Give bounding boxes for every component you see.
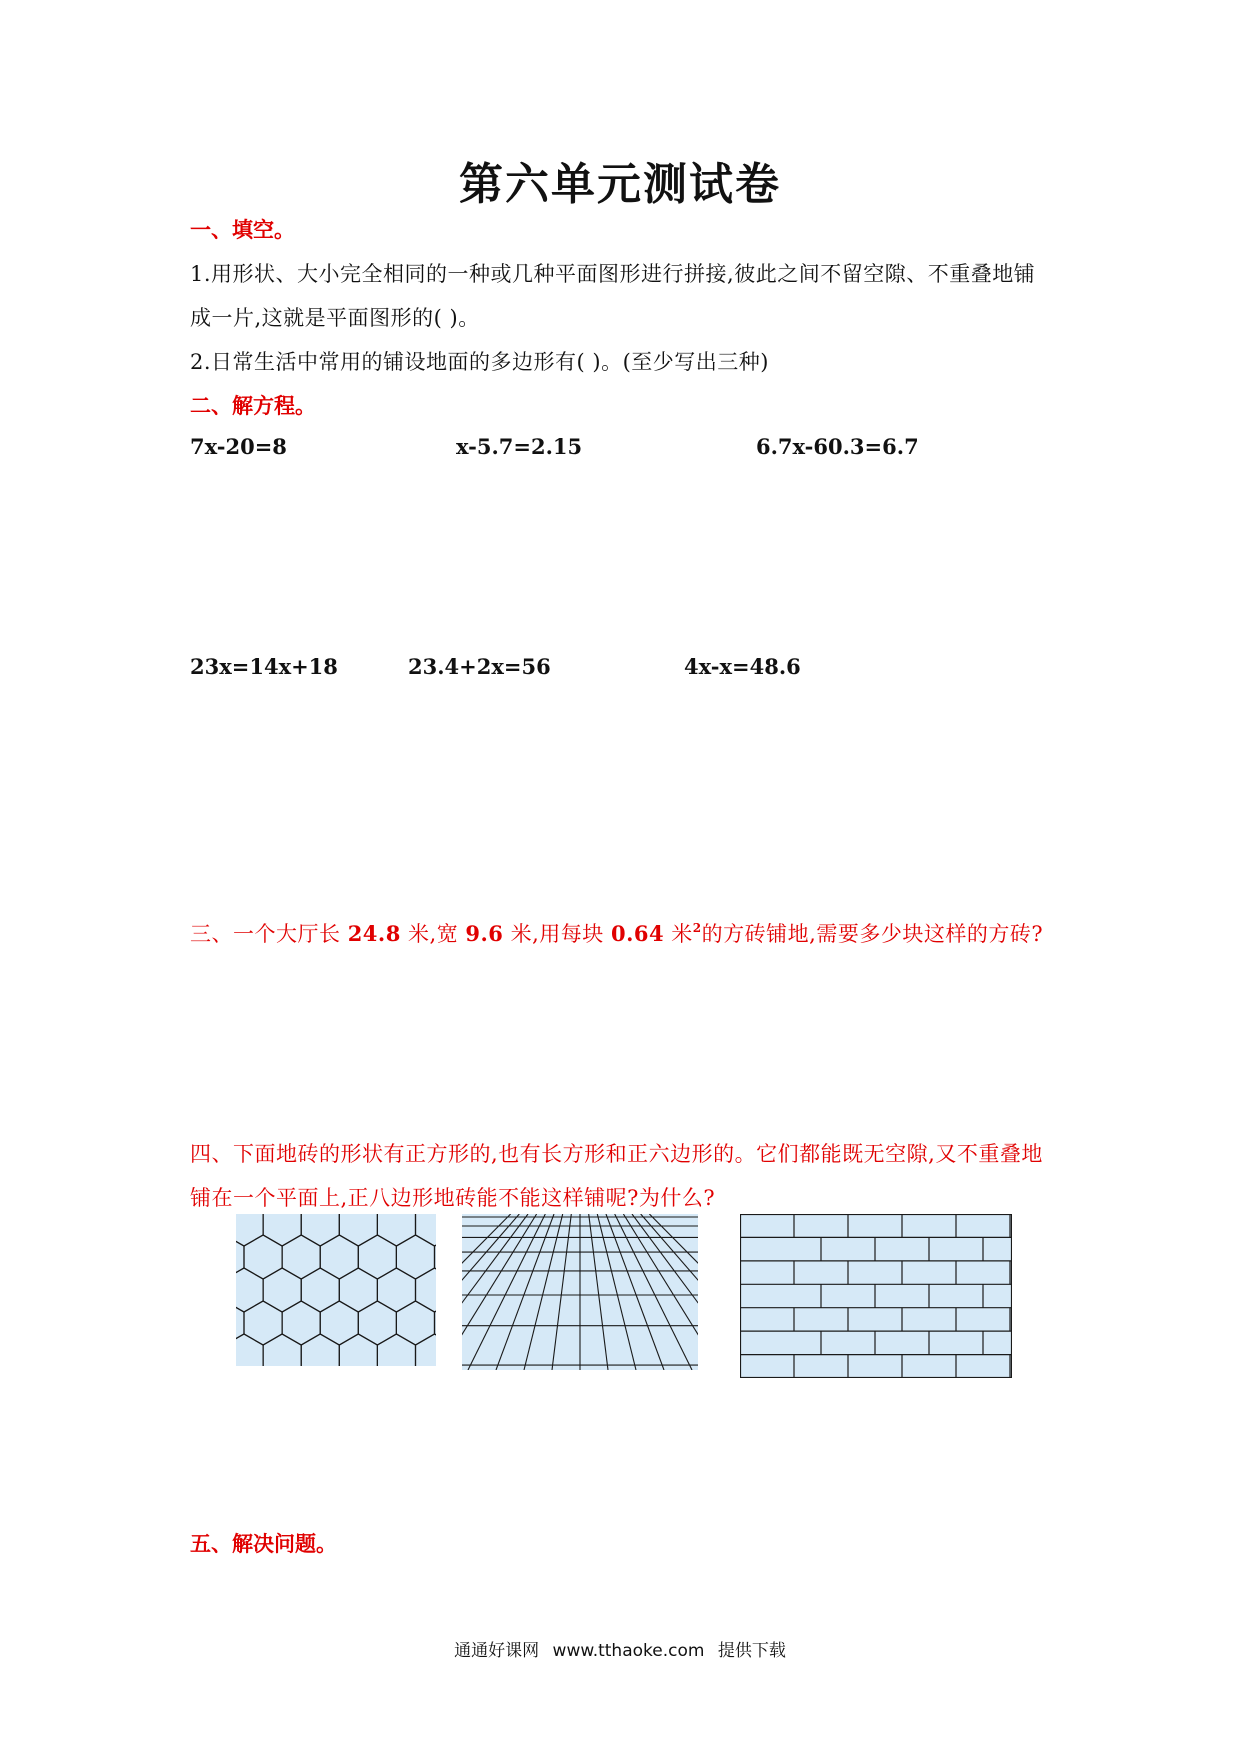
question-2: 2.日常生活中常用的铺设地面的多边形有( )。(至少写出三种) [190,350,769,374]
hall-width: 9.6 [465,921,504,946]
question-1-line-2: 成一片,这就是平面图形的( )。 [190,306,480,330]
hexagon-tiling-figure [236,1214,436,1366]
footer-note: 提供下载 [717,1641,786,1661]
equation-6: 4x-x=48.6 [684,654,801,679]
equation-4: 23x=14x+18 [190,654,338,679]
section-2-heading: 二、解方程。 [190,393,316,418]
area-unit: 米 [664,922,693,946]
section-3-question [190,918,1043,948]
equation-2: x-5.7=2.15 [456,434,583,459]
equation-5: 23.4+2x=56 [408,654,551,679]
square-tiling-figure [462,1214,698,1370]
section-3-suffix: 的方砖铺地,需要多少块这样的方砖? [701,922,1044,946]
footer-url[interactable]: www.tthaoke.com [552,1641,705,1661]
tile-area: 0.64 [610,921,665,946]
page-title: 第六单元测试卷 [459,159,781,210]
footer-site-name: 通通好课网 [454,1641,540,1661]
equation-3: 6.7x-60.3=6.7 [756,434,919,459]
section-1-heading: 一、填空。 [190,217,295,242]
question-1-line-1: 1.用形状、大小完全相同的一种或几种平面图形进行拼接,彼此之间不留空隙、不重叠地铺 [190,262,1036,286]
rectangle-tiling-figure [740,1214,1012,1378]
section-5-heading: 五、解决问题。 [190,1531,337,1556]
hall-length: 24.8 [347,921,401,946]
section-3-mid-2: 米,用每块 [503,922,611,946]
page-footer [0,1636,1240,1661]
rectangle-figure-background [741,1215,1012,1378]
equation-1: 7x-20=8 [190,434,287,459]
unit-superscript: 2 [692,921,702,935]
section-3-mid-1: 米,宽 [400,922,466,946]
section-4-line-1: 四、下面地砖的形状有正方形的,也有长方形和正六边形的。它们都能既无空隙,又不重叠地 [190,1142,1043,1166]
section-4-line-2: 铺在一个平面上,正八边形地砖能不能这样铺呢?为什么? [190,1186,716,1210]
section-3-prefix: 三、一个大厅长 [190,922,348,946]
